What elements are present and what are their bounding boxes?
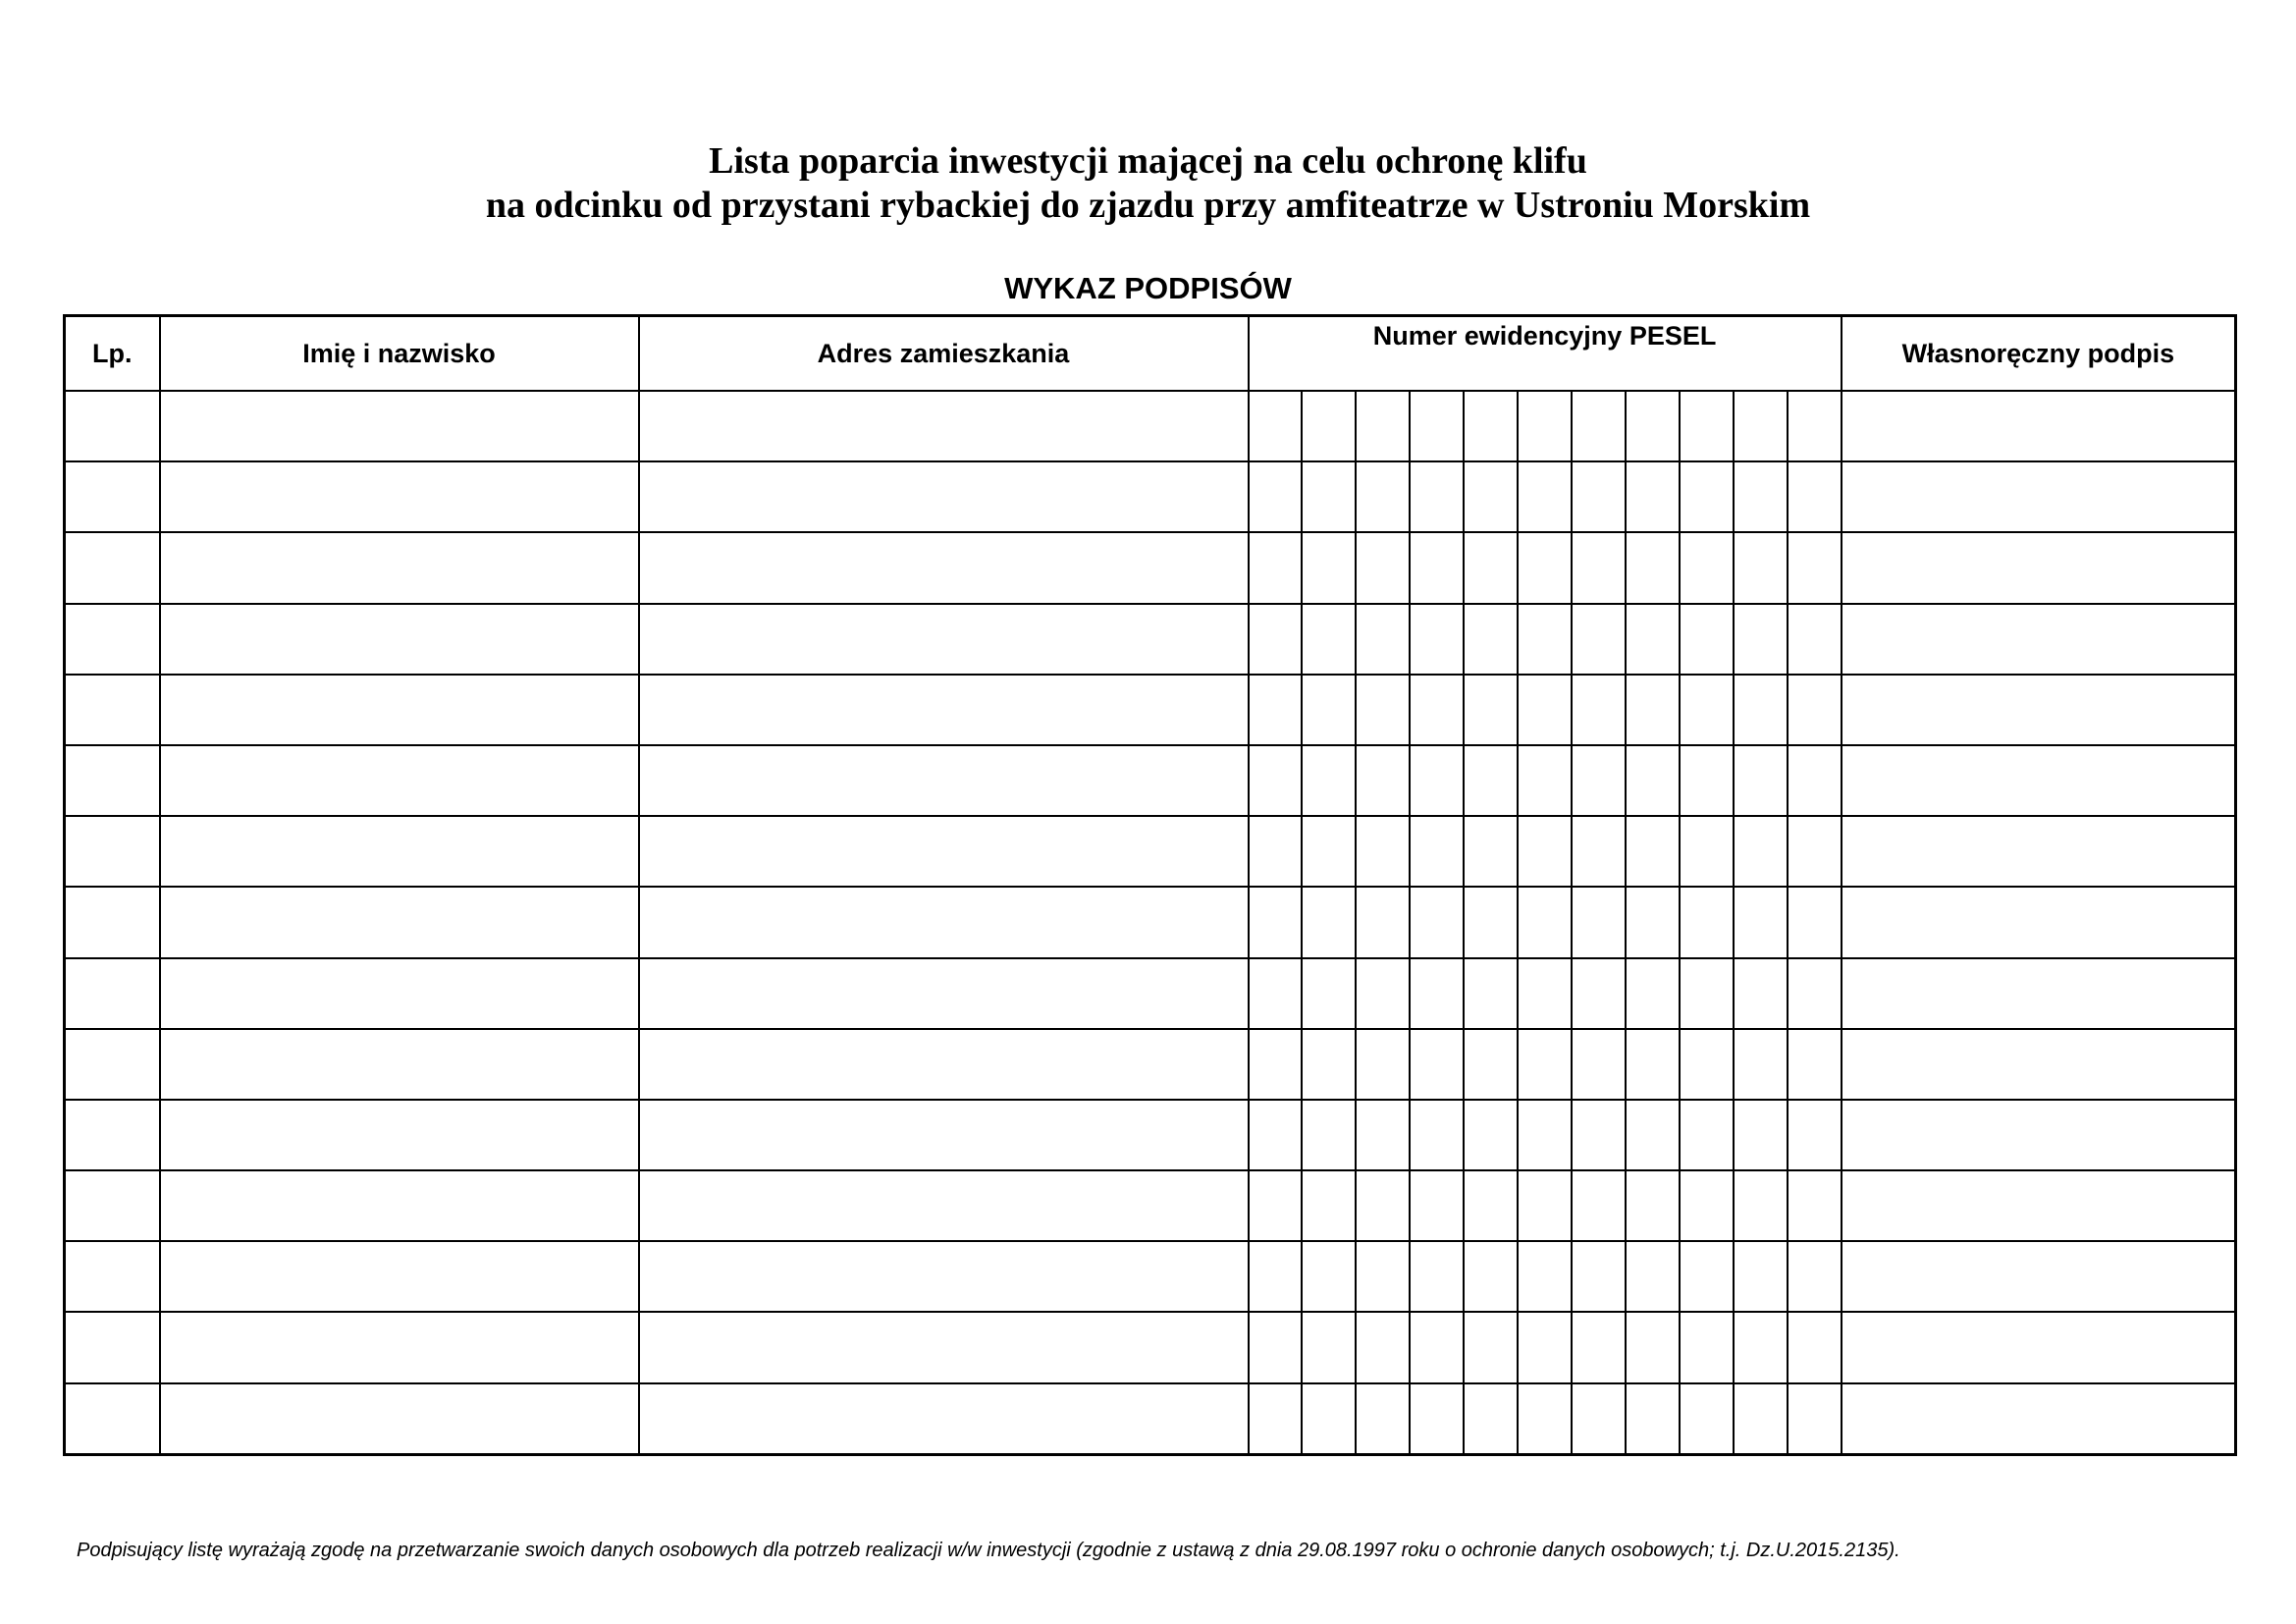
- table-header-row: [65, 316, 2236, 392]
- pesel-digit-cell[interactable]: [1788, 604, 1842, 675]
- pesel-digit-cell[interactable]: [1518, 887, 1572, 957]
- signature-cell[interactable]: [1842, 745, 2236, 816]
- pesel-digit-cell[interactable]: [1356, 816, 1410, 887]
- header-signature: Własnoręczny podpis: [1842, 316, 2236, 392]
- pesel-digit-cell[interactable]: [1626, 1170, 1680, 1241]
- pesel-digit-cell[interactable]: [1464, 461, 1518, 532]
- pesel-digit-cell[interactable]: [1734, 1170, 1788, 1241]
- signature-cell[interactable]: [1842, 1383, 2236, 1455]
- pesel-digit-cell[interactable]: [1572, 675, 1626, 745]
- pesel-digit-cell[interactable]: [1680, 816, 1734, 887]
- pesel-digit-cell[interactable]: [1356, 887, 1410, 957]
- pesel-digit-cell[interactable]: [1788, 1170, 1842, 1241]
- address-cell[interactable]: [639, 1241, 1249, 1312]
- pesel-digit-cell[interactable]: [1572, 1383, 1626, 1455]
- signature-cell[interactable]: [1842, 1241, 2236, 1312]
- pesel-digit-cell[interactable]: [1788, 1383, 1842, 1455]
- name-cell[interactable]: [160, 675, 639, 745]
- pesel-digit-cell[interactable]: [1518, 391, 1572, 461]
- pesel-digit-cell[interactable]: [1464, 958, 1518, 1029]
- pesel-digit-cell[interactable]: [1410, 604, 1464, 675]
- pesel-digit-cell[interactable]: [1464, 816, 1518, 887]
- address-cell[interactable]: [639, 1170, 1249, 1241]
- signature-cell[interactable]: [1842, 675, 2236, 745]
- name-cell[interactable]: [160, 1029, 639, 1100]
- name-cell[interactable]: [160, 1170, 639, 1241]
- table-row: [65, 1029, 2236, 1100]
- address-cell[interactable]: [639, 391, 1249, 461]
- pesel-digit-cell[interactable]: [1356, 1029, 1410, 1100]
- pesel-digit-cell[interactable]: [1626, 391, 1680, 461]
- pesel-digit-cell[interactable]: [1680, 604, 1734, 675]
- pesel-digit-cell[interactable]: [1518, 958, 1572, 1029]
- pesel-digit-cell[interactable]: [1356, 745, 1410, 816]
- header-address: Adres zamieszkania: [639, 316, 1249, 392]
- lp-cell[interactable]: [65, 1100, 160, 1170]
- lp-cell[interactable]: [65, 532, 160, 603]
- pesel-digit-cell[interactable]: [1249, 391, 1303, 461]
- pesel-digit-cell[interactable]: [1626, 532, 1680, 603]
- pesel-digit-cell[interactable]: [1410, 1100, 1464, 1170]
- signature-cell[interactable]: [1842, 958, 2236, 1029]
- pesel-digit-cell[interactable]: [1249, 1029, 1303, 1100]
- table-row: [65, 1383, 2236, 1455]
- name-cell[interactable]: [160, 1383, 639, 1455]
- pesel-digit-cell[interactable]: [1249, 1312, 1303, 1382]
- pesel-digit-cell[interactable]: [1518, 1170, 1572, 1241]
- name-cell[interactable]: [160, 532, 639, 603]
- pesel-digit-cell[interactable]: [1734, 391, 1788, 461]
- pesel-digit-cell[interactable]: [1410, 675, 1464, 745]
- name-cell[interactable]: [160, 816, 639, 887]
- pesel-digit-cell[interactable]: [1572, 1241, 1626, 1312]
- table-row: [65, 532, 2236, 603]
- pesel-digit-cell[interactable]: [1572, 1170, 1626, 1241]
- pesel-digit-cell[interactable]: [1680, 1383, 1734, 1455]
- lp-cell[interactable]: [65, 1170, 160, 1241]
- signature-cell[interactable]: [1842, 604, 2236, 675]
- pesel-digit-cell[interactable]: [1788, 958, 1842, 1029]
- lp-cell[interactable]: [65, 1312, 160, 1382]
- pesel-digit-cell[interactable]: [1788, 1029, 1842, 1100]
- address-cell[interactable]: [639, 887, 1249, 957]
- pesel-digit-cell[interactable]: [1410, 745, 1464, 816]
- pesel-digit-cell[interactable]: [1518, 816, 1572, 887]
- pesel-digit-cell[interactable]: [1626, 675, 1680, 745]
- pesel-digit-cell[interactable]: [1788, 675, 1842, 745]
- table-row: [65, 604, 2236, 675]
- pesel-digit-cell[interactable]: [1572, 816, 1626, 887]
- address-cell[interactable]: [639, 1383, 1249, 1455]
- pesel-digit-cell[interactable]: [1572, 887, 1626, 957]
- pesel-digit-cell[interactable]: [1410, 391, 1464, 461]
- pesel-digit-cell[interactable]: [1302, 745, 1356, 816]
- pesel-digit-cell[interactable]: [1410, 1383, 1464, 1455]
- pesel-digit-cell[interactable]: [1734, 745, 1788, 816]
- pesel-digit-cell[interactable]: [1302, 1312, 1356, 1382]
- pesel-digit-cell[interactable]: [1410, 887, 1464, 957]
- pesel-digit-cell[interactable]: [1249, 461, 1303, 532]
- pesel-digit-cell[interactable]: [1464, 1383, 1518, 1455]
- pesel-digit-cell[interactable]: [1734, 887, 1788, 957]
- pesel-digit-cell[interactable]: [1518, 675, 1572, 745]
- table-row: [65, 461, 2236, 532]
- document-title: [0, 139, 2296, 228]
- pesel-digit-cell[interactable]: [1356, 675, 1410, 745]
- pesel-digit-cell[interactable]: [1626, 1241, 1680, 1312]
- name-cell[interactable]: [160, 391, 639, 461]
- pesel-digit-cell[interactable]: [1572, 958, 1626, 1029]
- pesel-digit-cell[interactable]: [1249, 1170, 1303, 1241]
- pesel-digit-cell[interactable]: [1302, 816, 1356, 887]
- signature-table: [63, 314, 2237, 1456]
- pesel-digit-cell[interactable]: [1572, 1100, 1626, 1170]
- pesel-digit-cell[interactable]: [1680, 391, 1734, 461]
- address-cell[interactable]: [639, 532, 1249, 603]
- pesel-digit-cell[interactable]: [1518, 1100, 1572, 1170]
- pesel-digit-cell[interactable]: [1356, 1312, 1410, 1382]
- table-row: [65, 887, 2236, 957]
- pesel-digit-cell[interactable]: [1788, 745, 1842, 816]
- pesel-digit-cell[interactable]: [1356, 1241, 1410, 1312]
- lp-cell[interactable]: [65, 1383, 160, 1455]
- pesel-digit-cell[interactable]: [1734, 1029, 1788, 1100]
- pesel-digit-cell[interactable]: [1302, 958, 1356, 1029]
- pesel-digit-cell[interactable]: [1626, 816, 1680, 887]
- pesel-digit-cell[interactable]: [1734, 816, 1788, 887]
- pesel-digit-cell[interactable]: [1518, 461, 1572, 532]
- pesel-digit-cell[interactable]: [1626, 604, 1680, 675]
- signature-cell[interactable]: [1842, 532, 2236, 603]
- pesel-digit-cell[interactable]: [1302, 604, 1356, 675]
- signatures-heading: WYKAZ PODPISÓW: [1004, 271, 1292, 305]
- address-cell[interactable]: [639, 1100, 1249, 1170]
- pesel-digit-cell[interactable]: [1734, 958, 1788, 1029]
- pesel-digit-cell[interactable]: [1356, 604, 1410, 675]
- pesel-digit-cell[interactable]: [1249, 604, 1303, 675]
- pesel-digit-cell[interactable]: [1572, 1312, 1626, 1382]
- pesel-digit-cell[interactable]: [1302, 391, 1356, 461]
- table-row: [65, 958, 2236, 1029]
- lp-cell[interactable]: [65, 604, 160, 675]
- consent-footnote: Podpisujący listę wyrażają zgodę na przetwarzanie swoich danych osobowych dla potrzeb realizacji w/w inwestycji (zgodnie z ustawą z dnia 29.08.1997 roku o ochronie danych osobowych; t.j. Dz.U.2015.2135).: [77, 1540, 1900, 1561]
- table-row: [65, 391, 2236, 461]
- name-cell[interactable]: [160, 604, 639, 675]
- pesel-digit-cell[interactable]: [1680, 675, 1734, 745]
- pesel-digit-cell[interactable]: [1788, 1241, 1842, 1312]
- address-cell[interactable]: [639, 1312, 1249, 1382]
- pesel-digit-cell[interactable]: [1518, 532, 1572, 603]
- pesel-digit-cell[interactable]: [1734, 604, 1788, 675]
- name-cell[interactable]: [160, 461, 639, 532]
- pesel-digit-cell[interactable]: [1734, 461, 1788, 532]
- table-row: [65, 1100, 2236, 1170]
- pesel-digit-cell[interactable]: [1680, 461, 1734, 532]
- signature-cell[interactable]: [1842, 887, 2236, 957]
- pesel-digit-cell[interactable]: [1464, 391, 1518, 461]
- pesel-digit-cell[interactable]: [1464, 675, 1518, 745]
- pesel-digit-cell[interactable]: [1788, 532, 1842, 603]
- header-lp: Lp.: [65, 316, 160, 392]
- pesel-digit-cell[interactable]: [1464, 1312, 1518, 1382]
- pesel-digit-cell[interactable]: [1410, 1312, 1464, 1382]
- pesel-digit-cell[interactable]: [1464, 1170, 1518, 1241]
- name-cell[interactable]: [160, 1241, 639, 1312]
- pesel-digit-cell[interactable]: [1464, 887, 1518, 957]
- pesel-digit-cell[interactable]: [1356, 1170, 1410, 1241]
- pesel-digit-cell[interactable]: [1680, 958, 1734, 1029]
- pesel-digit-cell[interactable]: [1410, 1170, 1464, 1241]
- pesel-digit-cell[interactable]: [1464, 1241, 1518, 1312]
- pesel-digit-cell[interactable]: [1410, 461, 1464, 532]
- pesel-digit-cell[interactable]: [1680, 887, 1734, 957]
- lp-cell[interactable]: [65, 675, 160, 745]
- name-cell[interactable]: [160, 958, 639, 1029]
- pesel-digit-cell[interactable]: [1302, 532, 1356, 603]
- signature-cell[interactable]: [1842, 1100, 2236, 1170]
- pesel-digit-cell[interactable]: [1464, 745, 1518, 816]
- signature-cell[interactable]: [1842, 1029, 2236, 1100]
- pesel-digit-cell[interactable]: [1734, 1100, 1788, 1170]
- address-cell[interactable]: [639, 958, 1249, 1029]
- pesel-digit-cell[interactable]: [1734, 1241, 1788, 1312]
- pesel-digit-cell[interactable]: [1302, 1241, 1356, 1312]
- pesel-digit-cell[interactable]: [1410, 1241, 1464, 1312]
- signature-cell[interactable]: [1842, 461, 2236, 532]
- pesel-digit-cell[interactable]: [1626, 745, 1680, 816]
- pesel-digit-cell[interactable]: [1249, 675, 1303, 745]
- lp-cell[interactable]: [65, 745, 160, 816]
- pesel-digit-cell[interactable]: [1788, 1312, 1842, 1382]
- pesel-digit-cell[interactable]: [1680, 745, 1734, 816]
- pesel-digit-cell[interactable]: [1249, 1241, 1303, 1312]
- pesel-digit-cell[interactable]: [1788, 887, 1842, 957]
- pesel-digit-cell[interactable]: [1302, 1100, 1356, 1170]
- pesel-digit-cell[interactable]: [1249, 887, 1303, 957]
- pesel-digit-cell[interactable]: [1356, 1383, 1410, 1455]
- address-cell[interactable]: [639, 816, 1249, 887]
- address-cell[interactable]: [639, 745, 1249, 816]
- address-cell[interactable]: [639, 1029, 1249, 1100]
- pesel-digit-cell[interactable]: [1410, 1029, 1464, 1100]
- lp-cell[interactable]: [65, 461, 160, 532]
- pesel-digit-cell[interactable]: [1680, 1241, 1734, 1312]
- pesel-digit-cell[interactable]: [1626, 887, 1680, 957]
- pesel-digit-cell[interactable]: [1464, 1029, 1518, 1100]
- pesel-digit-cell[interactable]: [1788, 1100, 1842, 1170]
- pesel-digit-cell[interactable]: [1356, 391, 1410, 461]
- pesel-digit-cell[interactable]: [1518, 1312, 1572, 1382]
- pesel-digit-cell[interactable]: [1788, 391, 1842, 461]
- pesel-digit-cell[interactable]: [1572, 461, 1626, 532]
- pesel-digit-cell[interactable]: [1626, 1100, 1680, 1170]
- signature-cell[interactable]: [1842, 1170, 2236, 1241]
- pesel-digit-cell[interactable]: [1302, 887, 1356, 957]
- pesel-digit-cell[interactable]: [1464, 604, 1518, 675]
- name-cell[interactable]: [160, 1100, 639, 1170]
- pesel-digit-cell[interactable]: [1410, 532, 1464, 603]
- pesel-digit-cell[interactable]: [1626, 1029, 1680, 1100]
- pesel-digit-cell[interactable]: [1410, 816, 1464, 887]
- pesel-digit-cell[interactable]: [1626, 1383, 1680, 1455]
- pesel-digit-cell[interactable]: [1249, 816, 1303, 887]
- pesel-digit-cell[interactable]: [1734, 1312, 1788, 1382]
- pesel-digit-cell[interactable]: [1518, 1383, 1572, 1455]
- pesel-digit-cell[interactable]: [1249, 532, 1303, 603]
- table-row: [65, 1241, 2236, 1312]
- table-row: [65, 1170, 2236, 1241]
- pesel-digit-cell[interactable]: [1518, 745, 1572, 816]
- lp-cell[interactable]: [65, 958, 160, 1029]
- pesel-digit-cell[interactable]: [1788, 461, 1842, 532]
- pesel-digit-cell[interactable]: [1680, 532, 1734, 603]
- pesel-digit-cell[interactable]: [1626, 461, 1680, 532]
- pesel-digit-cell[interactable]: [1734, 675, 1788, 745]
- pesel-digit-cell[interactable]: [1410, 958, 1464, 1029]
- header-name: Imię i nazwisko: [160, 316, 639, 392]
- header-pesel: Numer ewidencyjny PESEL: [1249, 316, 1842, 392]
- table-row: [65, 745, 2236, 816]
- pesel-digit-cell[interactable]: [1249, 958, 1303, 1029]
- address-cell[interactable]: [639, 604, 1249, 675]
- pesel-digit-cell[interactable]: [1302, 461, 1356, 532]
- pesel-digit-cell[interactable]: [1680, 1029, 1734, 1100]
- pesel-digit-cell[interactable]: [1302, 675, 1356, 745]
- pesel-digit-cell[interactable]: [1572, 1029, 1626, 1100]
- pesel-digit-cell[interactable]: [1302, 1383, 1356, 1455]
- pesel-digit-cell[interactable]: [1518, 1241, 1572, 1312]
- pesel-digit-cell[interactable]: [1249, 1100, 1303, 1170]
- pesel-digit-cell[interactable]: [1356, 532, 1410, 603]
- address-cell[interactable]: [639, 461, 1249, 532]
- pesel-digit-cell[interactable]: [1464, 532, 1518, 603]
- pesel-digit-cell[interactable]: [1572, 532, 1626, 603]
- pesel-digit-cell[interactable]: [1302, 1029, 1356, 1100]
- pesel-digit-cell[interactable]: [1249, 745, 1303, 816]
- pesel-digit-cell[interactable]: [1680, 1170, 1734, 1241]
- pesel-digit-cell[interactable]: [1680, 1312, 1734, 1382]
- lp-cell[interactable]: [65, 816, 160, 887]
- pesel-digit-cell[interactable]: [1518, 1029, 1572, 1100]
- pesel-digit-cell[interactable]: [1626, 958, 1680, 1029]
- pesel-digit-cell[interactable]: [1788, 816, 1842, 887]
- pesel-digit-cell[interactable]: [1464, 1100, 1518, 1170]
- lp-cell[interactable]: [65, 391, 160, 461]
- table-row: [65, 675, 2236, 745]
- name-cell[interactable]: [160, 745, 639, 816]
- pesel-digit-cell[interactable]: [1572, 391, 1626, 461]
- signature-cell[interactable]: [1842, 816, 2236, 887]
- lp-cell[interactable]: [65, 1241, 160, 1312]
- lp-cell[interactable]: [65, 1029, 160, 1100]
- pesel-digit-cell[interactable]: [1734, 532, 1788, 603]
- address-cell[interactable]: [639, 675, 1249, 745]
- lp-cell[interactable]: [65, 887, 160, 957]
- table-row: [65, 816, 2236, 887]
- pesel-digit-cell[interactable]: [1734, 1383, 1788, 1455]
- pesel-digit-cell[interactable]: [1302, 1170, 1356, 1241]
- pesel-digit-cell[interactable]: [1680, 1100, 1734, 1170]
- name-cell[interactable]: [160, 1312, 639, 1382]
- name-cell[interactable]: [160, 887, 639, 957]
- pesel-digit-cell[interactable]: [1356, 1100, 1410, 1170]
- signature-cell[interactable]: [1842, 391, 2236, 461]
- pesel-digit-cell[interactable]: [1518, 604, 1572, 675]
- title-line-2: na odcinku od przystani rybackiej do zjazdu przy amfiteatrze w Ustroniu Morskim: [485, 185, 1811, 226]
- pesel-digit-cell[interactable]: [1572, 745, 1626, 816]
- signature-cell[interactable]: [1842, 1312, 2236, 1382]
- table-row: [65, 1312, 2236, 1382]
- title-line-1: Lista poparcia inwestycji mającej na celu ochronę klifu: [709, 140, 1587, 182]
- pesel-digit-cell[interactable]: [1356, 461, 1410, 532]
- pesel-digit-cell[interactable]: [1249, 1383, 1303, 1455]
- pesel-digit-cell[interactable]: [1626, 1312, 1680, 1382]
- pesel-digit-cell[interactable]: [1356, 958, 1410, 1029]
- pesel-digit-cell[interactable]: [1572, 604, 1626, 675]
